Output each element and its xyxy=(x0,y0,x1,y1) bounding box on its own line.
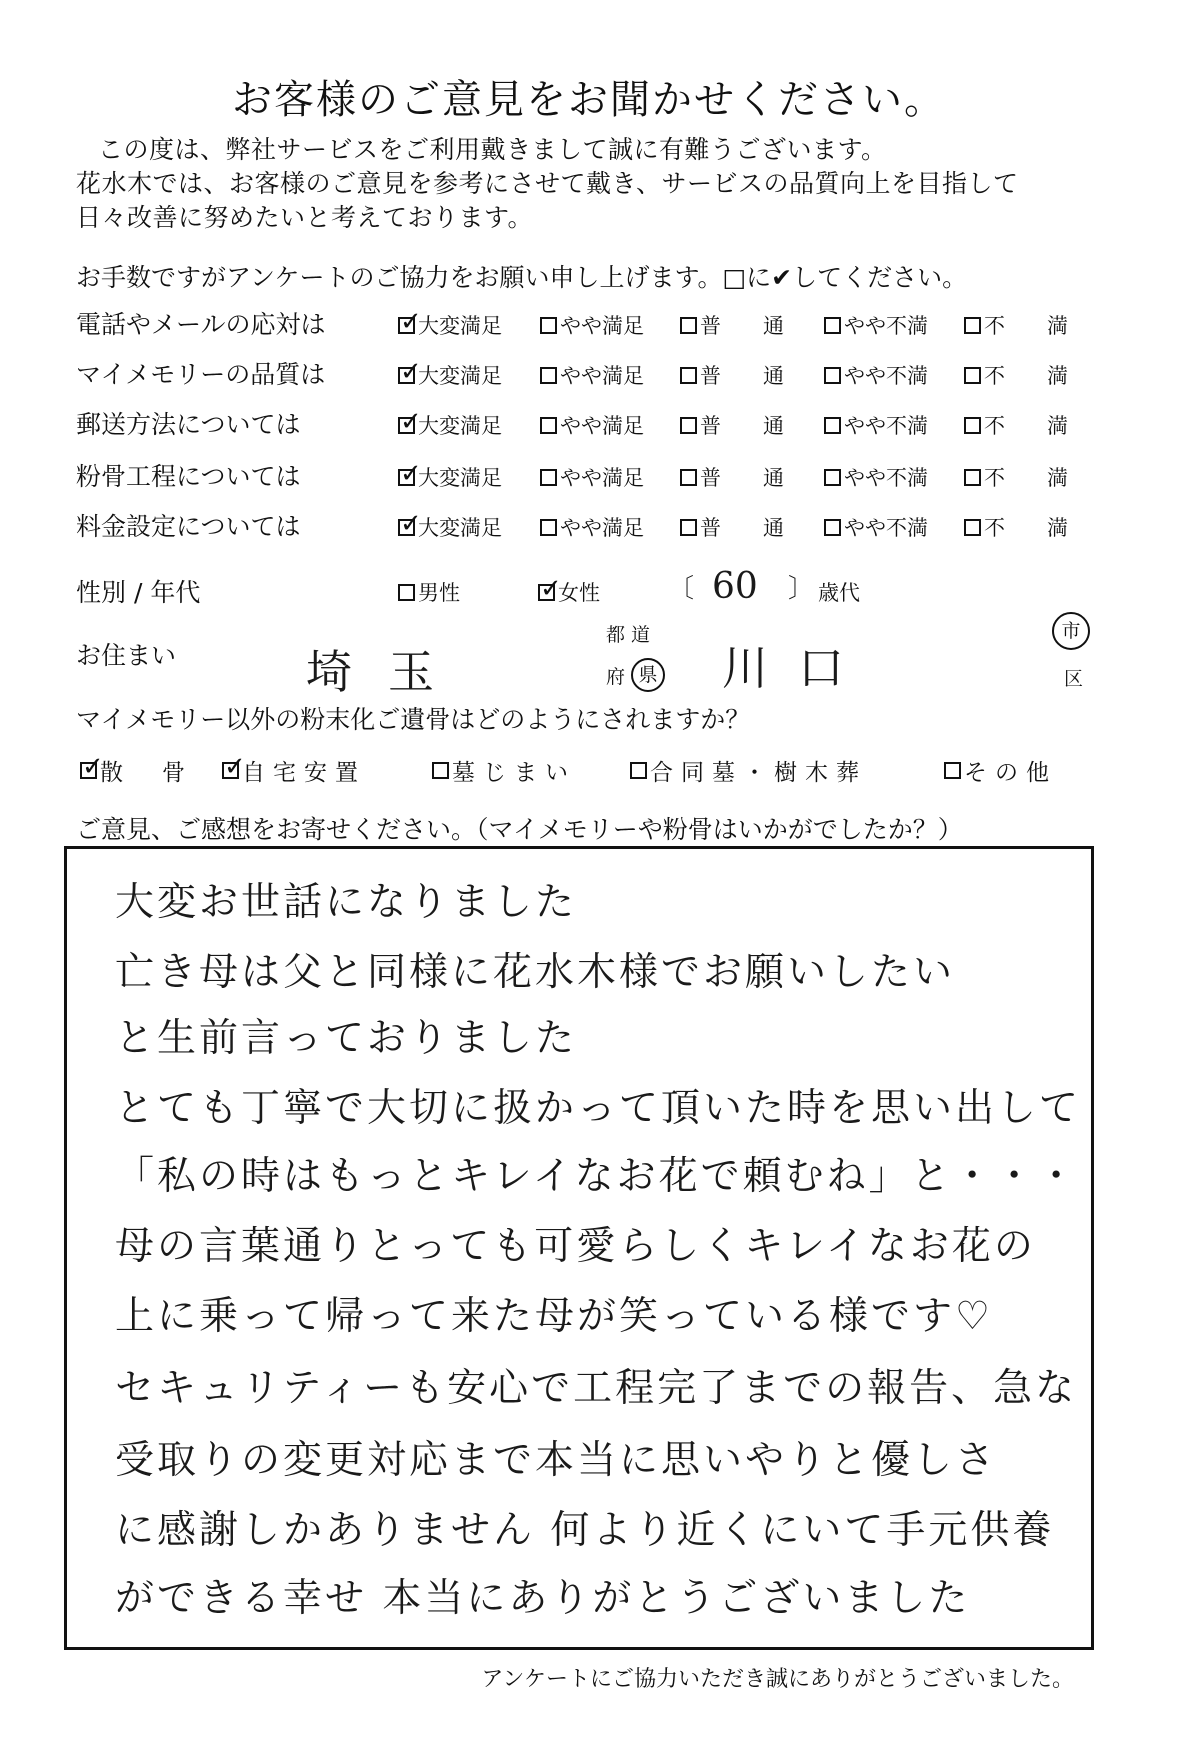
remains-checkbox[interactable] xyxy=(432,762,449,779)
rating-option-label: 不 満 xyxy=(984,314,1068,338)
comment-line: に感謝しかありません 何より近くにいて手元供養 xyxy=(115,1508,1055,1553)
remains-option[interactable] xyxy=(80,754,193,787)
pref-circled-ken: 県 xyxy=(631,658,665,692)
rating-checkbox[interactable] xyxy=(824,469,841,486)
rating-checkbox[interactable] xyxy=(680,417,697,434)
prefecture-handwritten: 埼玉 xyxy=(306,645,470,699)
rating-option-label: やや満足 xyxy=(560,314,644,338)
rating-option[interactable] xyxy=(680,410,784,440)
rating-checkbox[interactable] xyxy=(540,519,557,536)
rating-option-label: 大変満足 xyxy=(418,466,502,490)
rating-option-label: 普 通 xyxy=(700,516,784,540)
rating-option-label: やや満足 xyxy=(560,414,644,438)
rating-row-label: 料金設定については xyxy=(76,512,301,541)
rating-option-label: 大変満足 xyxy=(418,314,502,338)
rating-option[interactable] xyxy=(680,462,784,492)
rating-checkbox[interactable] xyxy=(824,367,841,384)
comment-box[interactable] xyxy=(64,846,1094,1650)
rating-option[interactable] xyxy=(398,512,502,542)
remains-option[interactable] xyxy=(944,754,1057,787)
rating-checkbox[interactable] xyxy=(680,469,697,486)
rating-checkbox[interactable] xyxy=(680,367,697,384)
rating-option[interactable] xyxy=(398,360,502,390)
comment-line: 母の言葉通りとっても可愛らしくキレイなお花の xyxy=(115,1224,1036,1269)
rating-option[interactable] xyxy=(680,310,784,340)
age-bracket-close: 〕 xyxy=(788,574,815,604)
rating-option-label: 大変満足 xyxy=(418,414,502,438)
remains-checkbox[interactable] xyxy=(80,762,97,779)
age-suffix: 歳代 xyxy=(818,581,860,605)
intro-line: 日々改善に努めたいと考えております。 xyxy=(76,203,534,232)
rating-checkbox[interactable] xyxy=(824,317,841,334)
rating-option[interactable] xyxy=(964,310,1068,340)
rating-option-label: 普 通 xyxy=(700,466,784,490)
rating-option-label: 不 満 xyxy=(984,414,1068,438)
remains-option[interactable] xyxy=(432,754,576,787)
comment-line: とても丁寧で大切に扱かって頂いた時を思い出して xyxy=(115,1086,1082,1131)
rating-option-label: やや不満 xyxy=(844,516,928,540)
remains-option-label: 自宅安置 xyxy=(242,760,366,786)
female-label: 女性 xyxy=(558,581,600,605)
rating-checkbox[interactable] xyxy=(398,469,415,486)
comment-line: 上に乗って帰って来た母が笑っている様です♡ xyxy=(115,1294,993,1339)
rating-option-label: 普 通 xyxy=(700,364,784,388)
age-bracket-open: 〔 xyxy=(668,574,695,604)
rating-option[interactable] xyxy=(824,512,928,542)
female-checkbox[interactable] xyxy=(538,584,555,601)
remains-option-label: その他 xyxy=(964,760,1057,786)
rating-option-label: やや満足 xyxy=(560,466,644,490)
remains-question: マイメモリー以外の粉末化ご遺骨はどのようにされますか？ xyxy=(76,705,751,734)
rating-option[interactable] xyxy=(824,360,928,390)
male-label: 男性 xyxy=(418,581,460,605)
pref-suffix-fu: 府 xyxy=(606,666,626,688)
rating-option[interactable] xyxy=(824,462,928,492)
age-handwritten: 60 xyxy=(712,566,758,607)
rating-row-label: マイメモリーの品質は xyxy=(76,360,326,389)
rating-option-label: 不 満 xyxy=(984,364,1068,388)
rating-checkbox[interactable] xyxy=(680,519,697,536)
remains-checkbox[interactable] xyxy=(944,762,961,779)
rating-checkbox[interactable] xyxy=(964,317,981,334)
remains-option[interactable] xyxy=(630,754,867,787)
rating-option-label: 普 通 xyxy=(700,314,784,338)
gender-age-label: 性別 / 年代 xyxy=(76,578,201,607)
rating-option-label: 普 通 xyxy=(700,414,784,438)
rating-checkbox[interactable] xyxy=(540,317,557,334)
rating-option[interactable] xyxy=(540,360,644,390)
rating-checkbox[interactable] xyxy=(398,367,415,384)
rating-row-label: 粉骨工程については xyxy=(76,462,301,491)
rating-option[interactable] xyxy=(540,410,644,440)
comment-line: 「私の時はもっとキレイなお花で頼むね」と・・・ xyxy=(115,1154,1079,1199)
comment-line: 亡き母は父と同様に花水木様でお願いしたい xyxy=(115,950,956,995)
rating-option[interactable] xyxy=(540,512,644,542)
footer-thanks: アンケートにご協力いただき誠にありがとうございました。 xyxy=(481,1667,1074,1692)
rating-option-label: やや満足 xyxy=(560,364,644,388)
rating-option[interactable] xyxy=(824,310,928,340)
rating-option[interactable] xyxy=(824,410,928,440)
rating-row-label: 郵送方法については xyxy=(76,410,301,439)
rating-option-label: 不 満 xyxy=(984,516,1068,540)
gender-male-option[interactable] xyxy=(398,577,460,607)
rating-row-label: 電話やメールの応対は xyxy=(76,310,326,339)
form-title: お客様のご意見をお聞かせください。 xyxy=(232,77,946,123)
rating-option-label: 大変満足 xyxy=(418,364,502,388)
rating-checkbox[interactable] xyxy=(540,367,557,384)
rating-option[interactable] xyxy=(964,410,1068,440)
rating-option-label: やや不満 xyxy=(844,414,928,438)
rating-checkbox[interactable] xyxy=(964,519,981,536)
rating-option-label: 不 満 xyxy=(984,466,1068,490)
rating-option[interactable] xyxy=(964,360,1068,390)
address-label: お住まい xyxy=(76,641,177,670)
city-handwritten: 川口 xyxy=(722,641,874,695)
rating-checkbox[interactable] xyxy=(398,317,415,334)
rating-checkbox[interactable] xyxy=(540,417,557,434)
rating-option[interactable] xyxy=(540,462,644,492)
comment-prompt: ご意見、ご感想をお寄せください。（マイメモリーや粉骨はいかがでしたか？） xyxy=(76,815,963,844)
rating-option[interactable] xyxy=(964,462,1068,492)
rating-option[interactable] xyxy=(680,512,784,542)
comment-line: 大変お世話になりました xyxy=(115,880,578,925)
rating-option[interactable] xyxy=(964,512,1068,542)
rating-option[interactable] xyxy=(398,310,502,340)
intro-line: この度は、弊社サービスをご利用戴きまして誠に有難うございます。 xyxy=(98,135,887,164)
rating-option[interactable] xyxy=(398,462,502,492)
rating-checkbox[interactable] xyxy=(398,519,415,536)
remains-option-label: 墓じまい xyxy=(452,760,576,786)
rating-checkbox[interactable] xyxy=(824,519,841,536)
male-checkbox[interactable] xyxy=(398,584,415,601)
rating-option-label: 大変満足 xyxy=(418,516,502,540)
comment-line: 受取りの変更対応まで本当に思いやりと優しさ xyxy=(115,1438,998,1483)
rating-checkbox[interactable] xyxy=(964,367,981,384)
comment-line: と生前言っておりました xyxy=(115,1016,578,1061)
gender-female-option[interactable] xyxy=(538,577,600,607)
rating-checkbox[interactable] xyxy=(398,417,415,434)
remains-checkbox[interactable] xyxy=(630,762,647,779)
city-circled-shi: 市 xyxy=(1052,612,1090,650)
rating-checkbox[interactable] xyxy=(964,469,981,486)
comment-line: セキュリティーも安心で工程完了までの報告、急な xyxy=(115,1366,1078,1411)
survey-instructions: お手数ですがアンケートのご協力をお願い申し上げます。□に✔してください。 xyxy=(76,263,968,292)
rating-option[interactable] xyxy=(540,310,644,340)
rating-option[interactable] xyxy=(680,360,784,390)
remains-checkbox[interactable] xyxy=(222,762,239,779)
pref-suffix-top: 都道 xyxy=(606,624,657,646)
rating-option-label: やや不満 xyxy=(844,466,928,490)
rating-checkbox[interactable] xyxy=(540,469,557,486)
ward-label: 区 xyxy=(1064,668,1084,690)
rating-checkbox[interactable] xyxy=(964,417,981,434)
rating-option-label: やや満足 xyxy=(560,516,644,540)
intro-line: 花水木では、お客様のご意見を参考にさせて戴き、サービスの品質向上を目指して xyxy=(76,169,1019,198)
rating-option[interactable] xyxy=(398,410,502,440)
rating-option-label: やや不満 xyxy=(844,314,928,338)
rating-checkbox[interactable] xyxy=(824,417,841,434)
rating-checkbox[interactable] xyxy=(680,317,697,334)
remains-option[interactable] xyxy=(222,754,366,787)
remains-option-label: 散 骨 xyxy=(100,760,193,786)
rating-option-label: やや不満 xyxy=(844,364,928,388)
remains-option-label: 合同墓・樹木葬 xyxy=(650,760,867,786)
comment-line: ができる幸せ 本当にありがとうございました xyxy=(115,1576,971,1621)
